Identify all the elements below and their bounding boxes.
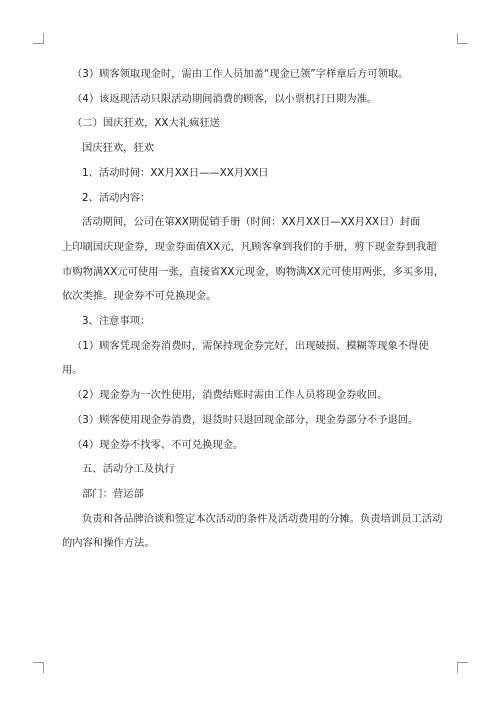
text-line: 3、注意事项：: [82, 315, 151, 328]
text-line: 市购物满XX元可使用一张，直接省XX元现金，购物满XX元可使用两张，多买多用，: [62, 265, 445, 278]
text-line: 的内容和操作方法。: [62, 537, 155, 550]
text-line: 负责和各品牌洽谈和签定本次活动的条件及活动费用的分摊。负责培训员工活动: [82, 512, 443, 525]
text-line: 五、活动分工及执行: [82, 463, 175, 476]
crop-mark-top-left: [33, 33, 44, 44]
text-line: （1）顾客凭现金券消费时，需保持现金券完好，出现破损、模糊等现象不得使: [72, 339, 429, 352]
text-line: 2、活动内容：: [82, 191, 151, 204]
text-line: （4）现金券不找零、不可兑换现金。: [72, 438, 244, 451]
text-line: （4）该返现活动只限活动期间消费的顾客，以小票机打日期为准。: [72, 92, 378, 105]
document-body: [62, 62, 445, 556]
text-line: 上印刷国庆现金券，现金券面值XX元，凡顾客拿到我们的手册，剪下现金券到我超: [62, 240, 437, 253]
text-line: （3）顾客使用现金券消费，退货时只退回现金部分，现金券部分不予退回。: [72, 413, 419, 426]
text-line: 依次类推。现金券不可兑换现金。: [62, 290, 217, 303]
text-line: 用。: [62, 364, 83, 377]
text-line: （2）现金券为一次性使用，消费结账时需由工作人员将现金券收回。: [72, 389, 388, 402]
crop-mark-top-right: [457, 33, 468, 44]
text-line: 1、活动时间：XX月XX日——XX月XX日: [82, 166, 269, 179]
text-line: 国庆狂欢，狂欢: [82, 142, 155, 155]
text-line: 活动期间，公司在第XX期促销手册（时间：XX月XX日—XX月XX日）封面: [82, 216, 421, 229]
text-line: 部门：营运部: [82, 487, 144, 500]
crop-mark-bottom-left: [33, 662, 44, 673]
text-line: （二）国庆狂欢，XX大礼疯狂送: [72, 117, 220, 130]
text-line: （3）顾客领取现金时，需由工作人员加盖“现金已领”字样章后方可领取。: [72, 68, 409, 80]
crop-mark-bottom-right: [457, 662, 468, 673]
